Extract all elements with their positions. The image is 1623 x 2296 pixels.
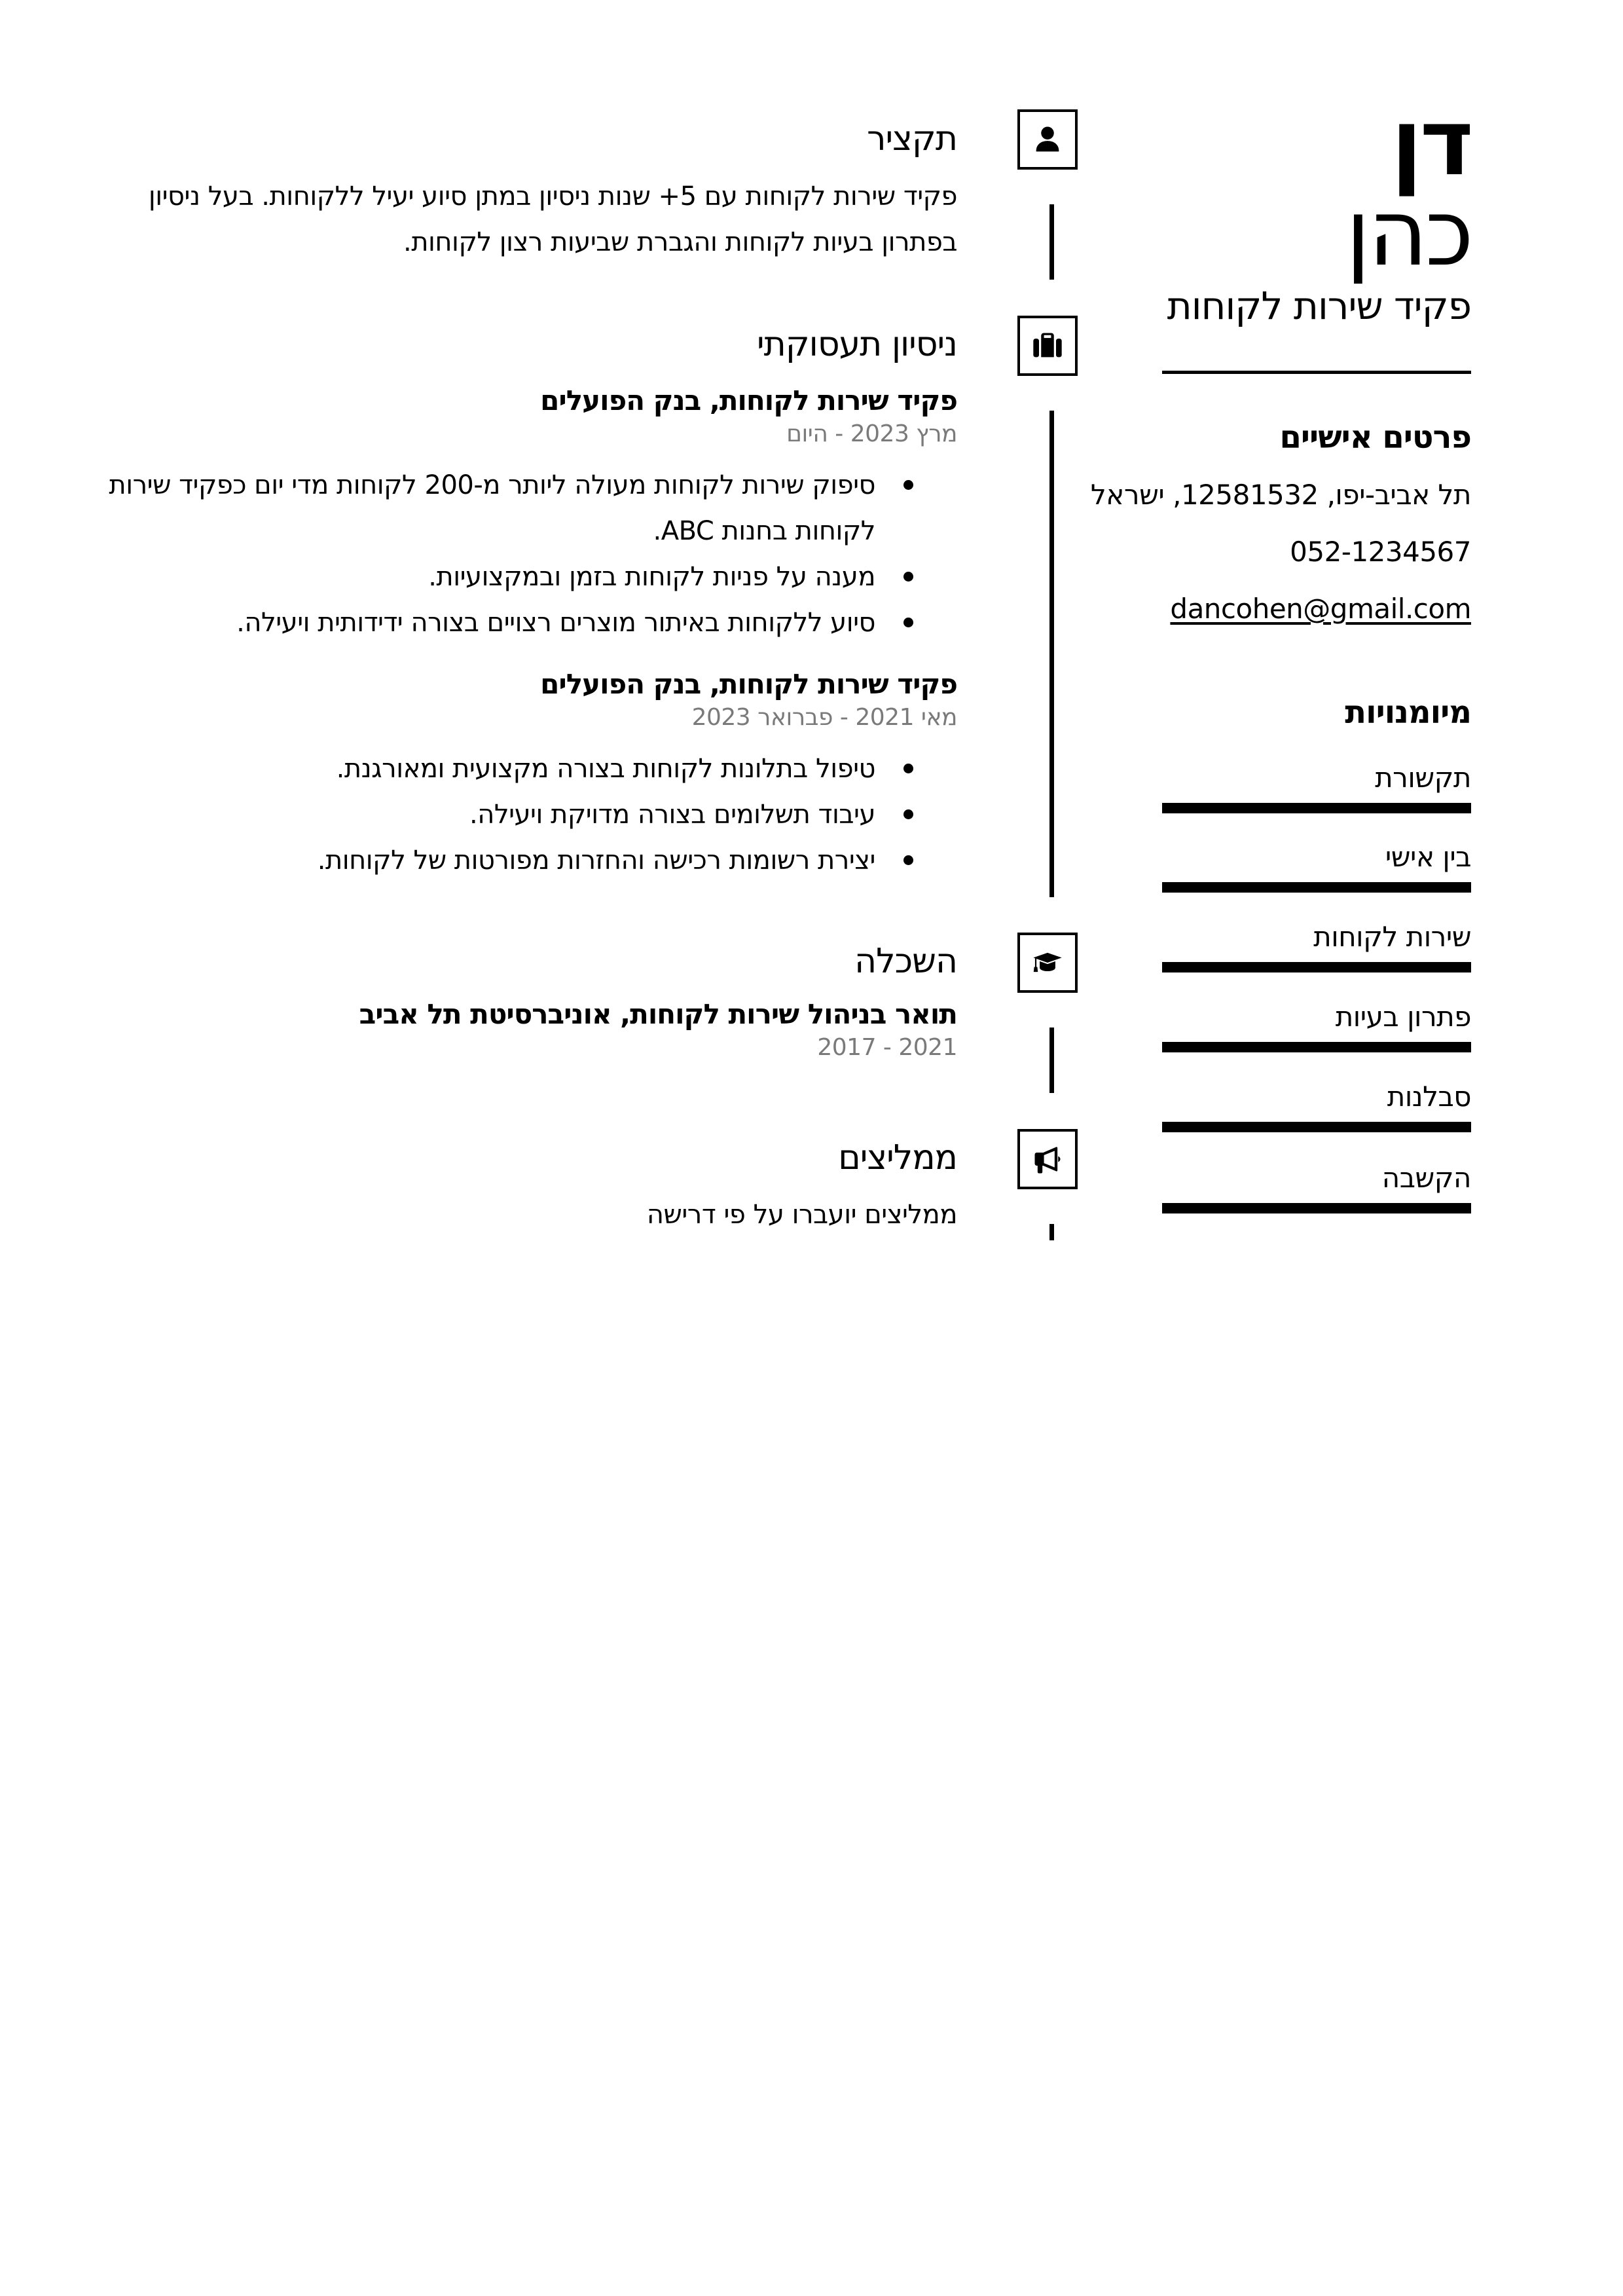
megaphone-icon bbox=[1030, 1142, 1065, 1176]
address: תל אביב-יפו, 12581532, ישראל bbox=[1090, 479, 1471, 511]
skill-label: פתרון בעיות bbox=[1335, 1001, 1471, 1033]
candidate-name bbox=[1078, 90, 1471, 287]
briefcase-icon bbox=[1030, 329, 1065, 363]
email-link[interactable]: dancohen@gmail.com bbox=[1170, 593, 1471, 625]
timeline-segment bbox=[1049, 1224, 1054, 1240]
education-dates: 2017 - 2021 bbox=[817, 1034, 957, 1061]
summary-icon-box bbox=[1017, 109, 1078, 170]
timeline-segment bbox=[1049, 411, 1054, 897]
degree: תואר בניהול שירות לקוחות, אוניברסיטת תל אביב bbox=[359, 998, 957, 1030]
phone: 052-1234567 bbox=[1290, 536, 1471, 568]
skill-level-bar bbox=[1162, 1203, 1471, 1213]
person-icon bbox=[1030, 122, 1065, 157]
references-icon-box bbox=[1017, 1129, 1078, 1189]
personal-details-heading: פרטים אישיים bbox=[1279, 419, 1471, 456]
skill-item bbox=[1162, 1079, 1471, 1158]
skill-item bbox=[1162, 1160, 1471, 1239]
graduation-cap-icon bbox=[1030, 946, 1065, 980]
skills-heading: מיומנויות bbox=[1345, 694, 1471, 731]
summary-heading: תקציר bbox=[867, 119, 957, 158]
education-heading: השכלה bbox=[854, 942, 957, 981]
job-bullet: סיוע ללקוחות באיתור מוצרים רצויים בצורה ידידותית ויעילה. bbox=[44, 600, 875, 646]
last-name: כהן bbox=[1345, 180, 1471, 287]
skill-level-bar bbox=[1162, 1122, 1471, 1132]
summary-text: פקיד שירות לקוחות עם 5+ שנות ניסיון במתן סיוע יעיל ללקוחות. בעל ניסיון בפתרון בעיות לקוחות והגברת שביעות רצון לקוחות. bbox=[148, 181, 957, 257]
skill-label: שירות לקוחות bbox=[1313, 921, 1471, 953]
job-bullets bbox=[44, 746, 957, 883]
skill-level-bar bbox=[1162, 1042, 1471, 1052]
job-bullet: מענה על פניות לקוחות בזמן ובמקצועיות. bbox=[44, 554, 875, 600]
skill-level-bar bbox=[1162, 803, 1471, 813]
job-bullet: סיפוק שירות לקוחות מעולה ליותר מ-200 לקוחות מדי יום כפקיד שירות לקוחות בחנות ABC. bbox=[44, 462, 875, 554]
job-dates: מאי 2021 - פברואר 2023 bbox=[691, 704, 957, 731]
references-heading: ממליצים bbox=[838, 1138, 957, 1177]
skill-label: בין אישי bbox=[1385, 841, 1471, 873]
skill-item bbox=[1162, 919, 1471, 998]
timeline-segment bbox=[1049, 1028, 1054, 1093]
skill-item bbox=[1162, 839, 1471, 918]
skill-item bbox=[1162, 760, 1471, 839]
job-title: פקיד שירות לקוחות bbox=[1167, 284, 1471, 328]
job-dates: מרץ 2023 - היום bbox=[786, 420, 957, 447]
experience-icon-box bbox=[1017, 316, 1078, 376]
skill-label: תקשורת bbox=[1375, 762, 1471, 794]
job-bullet: טיפול בתלונות לקוחות בצורה מקצועית ומאורגנת. bbox=[44, 746, 875, 792]
skill-label: סבלנות bbox=[1387, 1081, 1471, 1113]
education-icon-box bbox=[1017, 933, 1078, 993]
first-name: דן bbox=[1391, 90, 1471, 196]
skill-item bbox=[1162, 999, 1471, 1078]
job-bullets bbox=[44, 462, 957, 646]
references-text: ממליצים יועברו על פי דרישה bbox=[646, 1200, 957, 1230]
skill-label: הקשבה bbox=[1381, 1162, 1471, 1194]
job-title-company: פקיד שירות לקוחות, בנק הפועלים bbox=[540, 384, 957, 417]
experience-heading: ניסיון תעסוקתי bbox=[756, 325, 957, 364]
timeline-segment bbox=[1049, 204, 1054, 280]
job-bullet: יצירת רשומות רכישה והחזרות מפורטות של לקוחות. bbox=[44, 838, 875, 883]
email[interactable] bbox=[1170, 591, 1471, 627]
job-title-company: פקיד שירות לקוחות, בנק הפועלים bbox=[540, 668, 957, 700]
job-bullet: עיבוד תשלומים בצורה מדויקת ויעילה. bbox=[44, 792, 875, 838]
skill-level-bar bbox=[1162, 882, 1471, 893]
skill-level-bar bbox=[1162, 962, 1471, 972]
sidebar-divider bbox=[1162, 371, 1471, 374]
